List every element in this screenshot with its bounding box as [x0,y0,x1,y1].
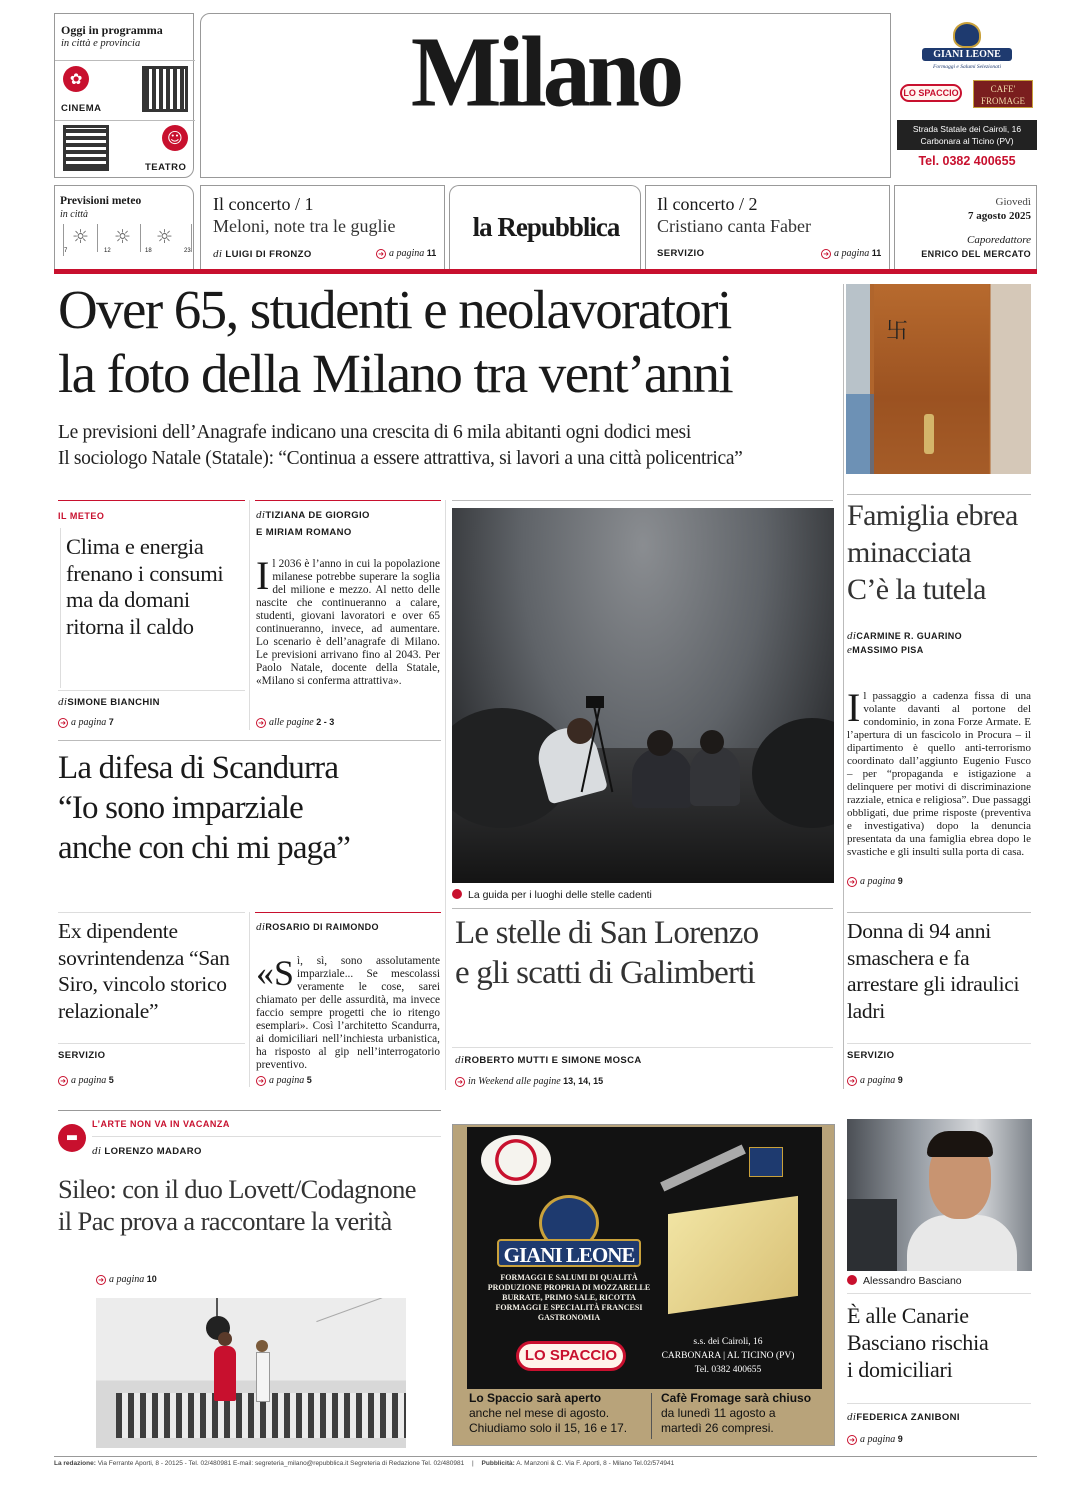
qr-code-icon[interactable] [142,66,188,112]
byline-di: di [58,696,68,708]
meteo-box [54,185,194,269]
scandurra-page-ref[interactable]: ➜ a pagina 5 [256,1075,312,1086]
arrow-icon: ➜ [58,1076,68,1086]
lead-deck [58,420,843,472]
date-name: ENRICO DEL MERCATO [921,249,1031,259]
famiglia-author: CARMINE R. GUARINO [856,631,963,641]
stars-headline-line: e gli scatti di Galimberti [455,955,755,991]
scandurra-body-text: ì, sì, sono assolutamente imparziale... Se mescolassi veramente le cose, sarei chiamato per delle assurdità, ma invece faccio sempre progetti che io ritengo esemplari». Così l’architetto Scandurra, ai domiciliari nell’inchiesta urbanistica, ha risposto al gip nell’interrogatorio preventivo. [256,955,440,1071]
famiglia-body-text: l passaggio a cadenza fissa di una volante davanti al portone del condominio, in zona Forze Armate. E l’apertura di un fascicolo in Procura – il dipartimento è quello anti-terrorismo coordinato dall’aggiunto Eugenio Fusco – per “propaganda e istigazione a delinquere per motivi di discriminazione razziale, etnica e religiosa”. Due passaggi obbligati, due prime risposte (preventiva e investigativa) dopo la denuncia presentata da una famiglia ebrea dopo le svastiche e gli insulti sulla porta di casa. [847,690,1031,858]
concerto1-page-ref[interactable]: ➜ a pagina 11 [376,248,436,259]
footer-redazione: Via Ferrante Aporti, 8 - 20125 - Tel. 02/480981 E-mail: segreteria_milano@repubblica.it Segreteria di Redazione Tel. 02/480981 [97,1460,465,1467]
ad-tagline: Formaggi e Salumi Selezionati [933,64,1001,70]
arrow-icon: ➜ [376,249,386,259]
big-ad-line: FORMAGGI E SALUMI DI QUALITÀ [500,1273,638,1282]
big-ad-tel: Tel. 0382 400655 [694,1365,762,1375]
big-ad-addr: CARBONARA [661,1351,721,1361]
big-ad-left-title: Lo Spaccio sarà aperto [469,1391,602,1405]
scandurra-headline-line: anche con chi mi paga” [58,830,351,866]
famiglia-headline-line: minacciata [847,536,971,569]
programma-box [54,13,194,178]
concerto1-author: LUIGI DI FRONZO [225,249,312,260]
arrow-icon: ➜ [847,877,857,887]
stars-headline-line: Le stelle di San Lorenzo [455,915,759,951]
lead-headline-line: Over 65, studenti e neolavoratori [58,279,731,340]
meteo-subtitle: in città [60,209,89,220]
sun-icon: ☼ [72,226,90,248]
meteo-page-ref[interactable]: ➜ a pagina 7 [58,717,114,728]
basciano-caption [847,1275,962,1287]
arte-author: LORENZO MADARO [104,1146,202,1157]
ad-address-box [897,120,1037,150]
big-ad-left-line: Chiudiamo solo il 15, 16 e 17. [469,1421,628,1435]
masthead-title: Milano [410,15,681,128]
meteo-headline[interactable]: Clima e energia frenano i consumi ma da domani ritorna il caldo [66,534,224,639]
sansiro-headline[interactable]: Ex dipendente sovrintendenza “San Siro, vincolo storico relazionale” [58,919,230,1023]
meteo-kicker: IL METEO [58,511,105,521]
chat-icon: ▬ [58,1124,86,1152]
basciano-headline-line: i domiciliari [847,1357,953,1382]
byline-di: di [847,1411,857,1423]
lead-body [256,553,440,688]
concerto2-author: SERVIZIO [657,248,705,259]
big-ad[interactable] [452,1124,835,1446]
red-rule [54,269,1037,274]
arte-kicker: L’ARTE NON VA IN VACANZA [92,1119,230,1129]
dropcap: «S [256,953,295,993]
arrow-icon: ➜ [58,718,68,728]
cinema-label: CINEMA [61,103,102,114]
lead-author: E MIRIAM ROMANO [256,527,352,538]
basciano-author: FEDERICA ZANIBONI [856,1412,960,1423]
big-ad-left [469,1391,649,1436]
basciano-headline-line: Basciano rischia [847,1330,989,1355]
footer-label: Pubblicità: [481,1460,515,1467]
ad-tel: Tel. 0382 400655 [918,154,1016,168]
dropcap: I [847,685,861,730]
stars-author: ROBERTO MUTTI E SIMONE MOSCA [464,1055,642,1066]
arrow-icon: ➜ [847,1076,857,1086]
brand-box [449,185,641,269]
byline-di: di [213,248,223,260]
big-ad-lospaccio: LO SPACCIO [516,1341,626,1371]
big-ad-line: GASTRONOMIA [537,1313,601,1322]
scandurra-headline-line: “Io sono imparziale [58,790,304,826]
lead-headline[interactable] [58,278,838,406]
dropcap: I [256,553,270,598]
stars-page-ref[interactable]: ➜ in Weekend alle pagine 13, 14, 15 [455,1076,603,1087]
famiglia-headline[interactable] [847,497,1037,608]
stars-headline[interactable] [455,913,835,993]
meteo-author: SIMONE BIANCHIN [67,697,160,708]
donna-author: SERVIZIO [847,1050,895,1061]
sun-icon: ☼ [114,226,132,248]
basciano-headline[interactable] [847,1302,1037,1383]
scandurra-body [256,955,440,1072]
concerto1-headline: Meloni, note tra le guglie [213,216,396,236]
basciano-photo [847,1119,1032,1271]
big-ad-address: s.s. dei Cairoli, 16 CARBONARA | AL TICINO (PV) Tel. 0382 400655 [648,1335,808,1377]
lead-deck-line: Il sociologo Natale (Statale): “Continua a essere attrattiva, si lavori a una città policentrica” [58,448,743,469]
byline-di: di [256,921,266,933]
arrow-icon: ➜ [256,718,266,728]
lead-author: TIZIANA DE GIORGIO [265,510,370,521]
famiglia-body [847,685,1031,859]
date-box [894,185,1037,269]
arrow-icon: ➜ [821,249,831,259]
basciano-page-ref[interactable]: ➜ a pagina 9 [847,1434,903,1445]
big-ad-line: BURRATE, PRIMO SALE, RICOTTA [502,1293,636,1302]
big-ad-line: FORMAGGI E SPECIALITÀ FRANCESI [495,1303,643,1312]
sansiro-author: SERVIZIO [58,1050,106,1061]
big-ad-line: PRODUZIONE PROPRIA DI MOZZARELLE [487,1283,651,1292]
sansiro-page-ref[interactable]: ➜ a pagina 5 [58,1075,114,1086]
arrow-icon: ➜ [96,1275,106,1285]
big-ad-right-line: da lunedì 11 agosto a [661,1406,776,1420]
programma-title: Oggi in programma [61,23,163,37]
footer: La redazione: Via Ferrante Aporti, 8 - 20125 - Tel. 02/480981 E-mail: segreteria_milano@repubblica.it Segreteria di Redazione Tel. 02/480981 | Pubblicità: A. Manzoni & C. Via F. Aporti, 8 - Milano Tel.02/574941 [54,1460,675,1467]
byline-di: di [847,630,857,642]
programma-subtitle: in città e provincia [61,38,141,49]
graffiti-icon: 卐 [886,319,909,344]
stars-caption-text: La guida per i luoghi delle stelle cadenti [468,889,652,901]
big-ad-addr: s.s. dei Cairoli, 16 [693,1337,763,1347]
concerto2-headline: Cristiano canta Faber [657,216,811,236]
scandurra-headline[interactable] [58,748,443,868]
lead-body-text: l 2036 è l’anno in cui la popolazione milanese potrebbe superare la soglia del milione e mezzo. Al netto delle nascite che continueranno a calare, studenti, giovani lavoratori e over 65 continueranno, invece, ad aumentare. Lo scenario è dell’anagrafe di Milano. Le previsioni arrivano fino al 2043. Per Paolo Natale, docente della Statale, «Milano si conferma attrattiva». [256,558,440,687]
concerto2-label: Il concerto / 2 [657,194,758,214]
stars-caption [452,889,652,901]
arte-page-ref[interactable]: ➜ a pagina 10 [96,1274,157,1285]
door-photo [846,284,1031,474]
donna-page-ref[interactable]: ➜ a pagina 9 [847,1075,903,1086]
arte-headline-line: Sileo: con il duo Lovett/Codagnone [58,1174,416,1204]
scandurra-author: ROSARIO DI RAIMONDO [265,922,379,932]
big-ad-addr: AL TICINO (PV) [726,1351,795,1361]
lead-page-ref[interactable]: ➜ alle pagine 2 - 3 [256,717,334,728]
meteo-hour: 18 [145,248,152,254]
big-ad-right-line: martedì 26 compresi. [661,1421,774,1435]
ad-address2: Carbonara al Ticino (PV) [920,136,1014,146]
meteo-title: Previsioni meteo [60,195,142,207]
arrow-icon: ➜ [847,1435,857,1445]
date-day: Giovedì [995,196,1031,208]
ad-address1: Strada Statale dei Cairoli, 16 [912,124,1022,134]
concerto1-box[interactable] [200,185,445,269]
big-ad-right-title: Cafè Fromage sarà chiuso [661,1391,812,1405]
concerto1-label: Il concerto / 1 [213,194,314,214]
ad-cafe: CAFE' FROMAGE [973,80,1033,108]
byline-di: di [92,1145,102,1157]
camera-icon [847,1275,857,1285]
gallery-photo [96,1298,406,1448]
famiglia-author: MASSIMO PISA [852,645,924,655]
basciano-headline-line: È alle Canarie [847,1303,969,1328]
footer-label: La redazione: [54,1460,96,1467]
big-ad-brand: GIANI LEONE [497,1239,641,1267]
concerto2-page-ref[interactable]: ➜ a pagina 11 [821,248,881,259]
arte-headline[interactable] [58,1173,448,1237]
donna-headline[interactable]: Donna di 94 anni smaschera e fa arrestare gli idraulici ladri [847,919,1020,1023]
ad-lospaccio: LO SPACCIO [900,84,962,102]
byline-di: di [256,509,266,521]
teatro-label: TEATRO [145,162,187,173]
meteo-hour: 23 [184,248,191,254]
cinema-icon: ✿ [63,66,89,92]
big-ad-lines [469,1273,669,1323]
famiglia-page-ref[interactable]: ➜ a pagina 9 [847,876,903,887]
byline-di: di [455,1054,465,1066]
arte-headline-line: il Pac prova a raccontare la verità [58,1206,392,1236]
famiglia-headline-line: C’è la tutela [847,573,986,606]
big-ad-left-line: anche nel mese di agosto. [469,1406,610,1420]
big-ad-right [661,1391,831,1436]
stars-photo [452,508,834,883]
teatro-icon: ☺ [162,125,188,151]
basciano-caption-text: Alessandro Basciano [863,1275,962,1287]
brand-logo: la Repubblica [472,212,620,242]
date-role: Caporedattore [967,234,1031,246]
arrow-icon: ➜ [455,1077,465,1087]
top-ad[interactable] [897,20,1037,180]
lion-logo-icon [953,22,981,48]
meteo-hour: 12 [104,248,111,254]
concerto2-box[interactable] [645,185,890,269]
date-date: 7 agosto 2025 [968,210,1031,222]
lead-headline-line: la foto della Milano tra vent’anni [58,343,733,404]
meteo-hour: 7 [64,248,68,254]
arrow-icon: ➜ [256,1076,266,1086]
qr-code-icon[interactable] [63,125,109,171]
ad-brand: GIANI LEONE [922,48,1012,61]
lead-deck-line: Le previsioni dell’Anagrafe indicano una crescita di 6 mila abitanti ogni dodici mesi [58,422,691,443]
famiglia-headline-line: Famiglia ebrea [847,499,1018,532]
byline-e: e [847,644,853,656]
footer-pubblicita: A. Manzoni & C. Via F. Aporti, 8 - Milano Tel.02/574941 [516,1460,675,1467]
sun-icon: ☼ [156,226,174,248]
scandurra-headline-line: La difesa di Scandurra [58,750,339,786]
camera-icon [452,889,462,899]
